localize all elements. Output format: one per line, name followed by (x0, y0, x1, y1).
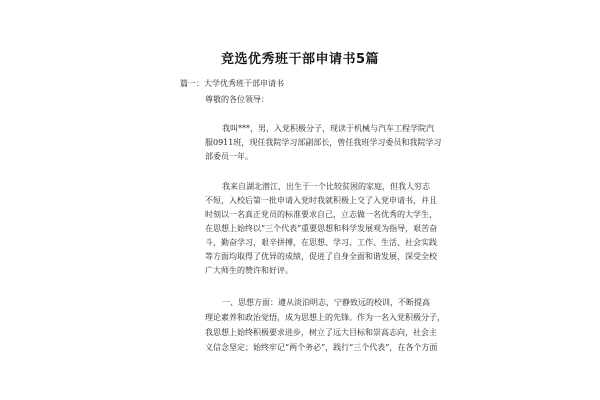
paragraph-2-line-3: 时刻以一名真正党员的标准要求自己，立志做一名优秀的大学生， (205, 210, 437, 219)
paragraph-3-line-2: 理论素养和政治觉悟，成为思想上的先锋。作为一名入党积极分子， (205, 313, 445, 322)
paragraph-2-line-7: 广大师生的赞许和好评。 (205, 266, 293, 275)
paragraph-3-line-3: 我思想上始终积极要求进步，树立了远大目标和崇高志向，社会主 (205, 328, 437, 337)
paragraph-2-line-2: 不短，入校后第一批申请入党时我就积极上交了入党申请书，并且 (205, 196, 437, 205)
paragraph-2-line-6: 等方面均取得了优异的成绩，促进了自身全面和谐发展，深受全校 (205, 252, 437, 261)
salutation: 尊敬的各位领导： (205, 95, 269, 104)
paragraph-2-line-1: 我来自湖北潜江，出生于一个比较贫困的家庭，但我人穷志 (222, 182, 430, 191)
section-heading: 篇一：大学优秀班干部申请书 (180, 79, 284, 88)
paragraph-3-line-4: 义信念坚定；始终牢记“两个务必”，践行“三个代表”，在各个方面 (205, 343, 438, 352)
paragraph-1-line-3: 部委员一年。 (205, 152, 253, 161)
paragraph-1-line-1: 我叫***，男，入党积极分子，现读于机械与汽车工程学院汽 (222, 124, 434, 133)
paragraph-2-line-5: 斗，勤奋学习，艰辛拼搏，在思想、学习、工作、生活、社会实践 (205, 238, 437, 247)
paragraph-1-line-2: 服0911班，现任我院学习部副部长，曾任我班学习委员和我院学习 (205, 138, 442, 147)
paragraph-2-line-4: 在思想上始终以“三个代表”重要思想和科学发展观为指导，艰苦奋 (205, 224, 438, 233)
document-title: 竞选优秀班干部申请书5篇 (220, 52, 380, 67)
paragraph-3-line-1: 一、思想方面：遵从淡泊明志，宁静致远的校训，不断提高 (222, 298, 430, 307)
